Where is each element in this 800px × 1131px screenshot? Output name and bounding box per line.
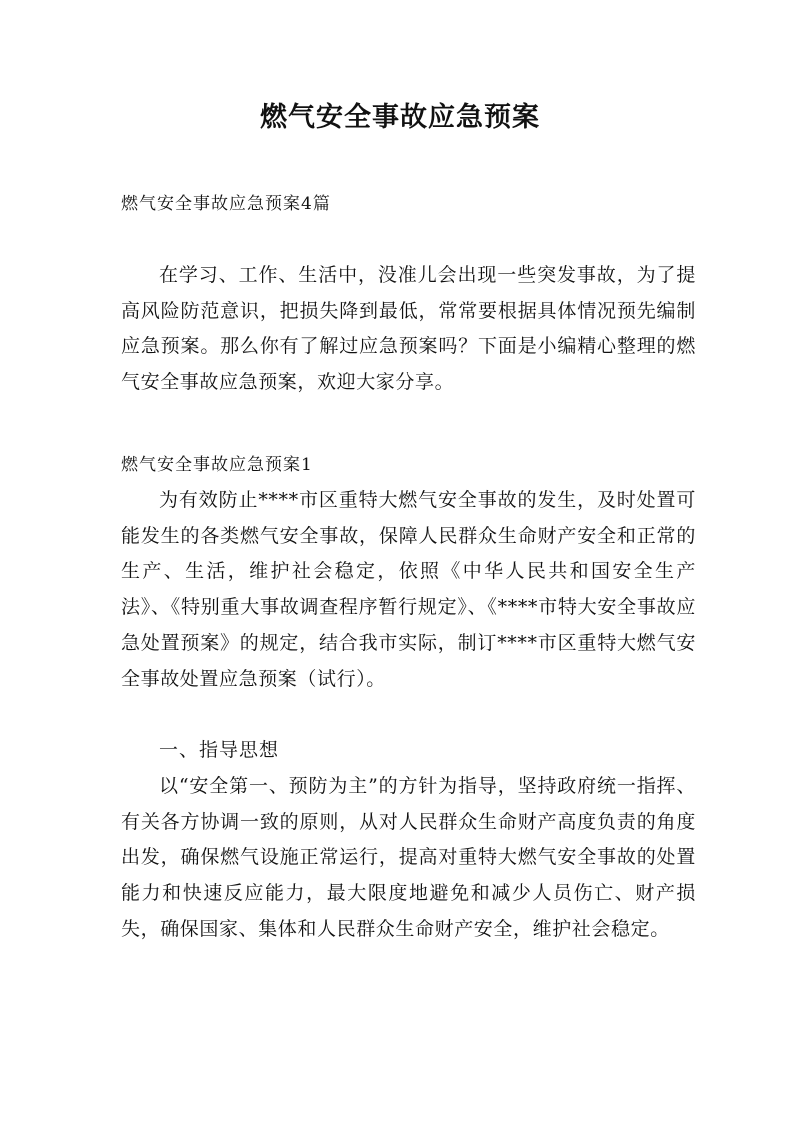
guide-paragraph: 以“安全第一、预防为主”的方针为指导，坚持政府统一指挥、有关各方协调一致的原则，从对人民群众生命财产高度负责的角度出发，确保燃气设施正常运行，提高对重特大燃气安全事故的处置能力和快速反应能力，最大限度地避免和减少人员伤亡、财产损失，确保国家、集体和人民群众生命财产安全，维护社会稳定。: [121, 775, 696, 940]
intro-paragraph: 在学习、工作、生活中，没准儿会出现一些突发事故，为了提高风险防范意识，把损失降到最低，常常要根据具体情况预先编制应急预案。那么你有了解过应急预案吗？下面是小编精心整理的燃气安全事故应急预案，欢迎大家分享。: [121, 264, 696, 394]
document-subtitle: 燃气安全事故应急预案4篇: [121, 194, 331, 214]
document-title: 燃气安全事故应急预案: [260, 102, 540, 133]
guide-heading: 一、指导思想: [159, 739, 280, 761]
section-1-heading: 燃气安全事故应急预案1: [121, 455, 313, 475]
section-1-paragraph: 为有效防止****市区重特大燃气安全事故的发生，及时处置可能发生的各类燃气安全事故，保障人民群众生命财产安全和正常的生产、生活，维护社会稳定，依照《中华人民共和国安全生产法》、《特别重大事故调查程序暂行规定》、《****市特大安全事故应急处置预案》的规定，结合我市实际，制订****市区重特大燃气安全事故处置应急预案（试行）。: [121, 489, 696, 690]
